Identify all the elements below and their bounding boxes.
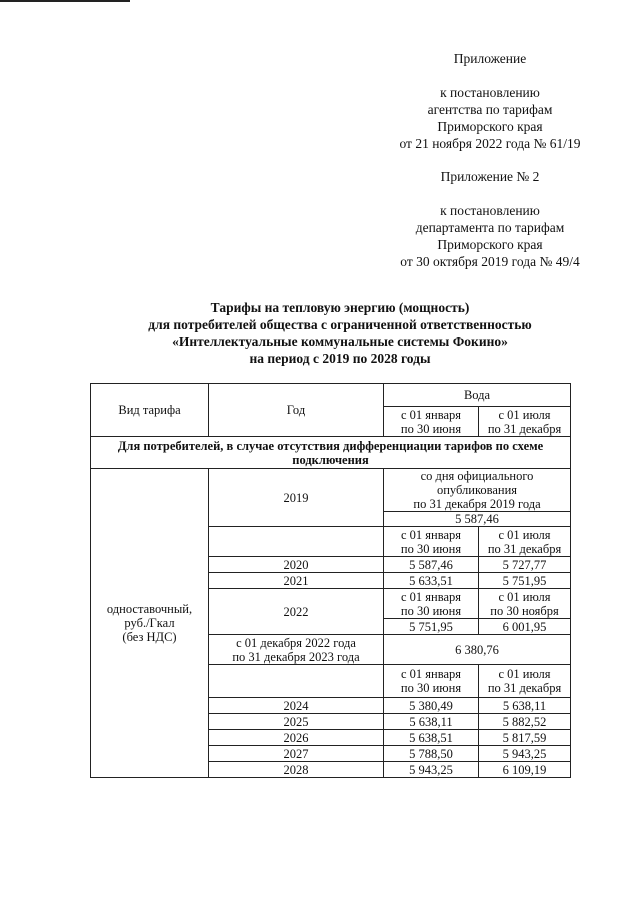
subheader-period-2: с 01 июля по 31 декабря — [479, 665, 571, 698]
period-2019: со дня официального опубликования по 31 декабря 2019 года — [384, 469, 571, 512]
subheader-period-1: с 01 января по 30 июня — [384, 527, 479, 557]
value-cell: 6 380,76 — [384, 635, 571, 665]
value-cell: 5 633,51 — [384, 573, 479, 589]
period-2022-2: с 01 июля по 30 ноября — [479, 589, 571, 619]
title-line: Тарифы на тепловую энергию (мощность) — [210, 300, 470, 315]
year-cell: 2027 — [209, 746, 384, 762]
year-cell: 2026 — [209, 730, 384, 746]
value-cell: 5 943,25 — [479, 746, 571, 762]
appendix-1-line: Приморского края — [437, 119, 543, 134]
period-2022-1: с 01 января по 30 июня — [384, 589, 479, 619]
value-cell: 5 638,51 — [384, 730, 479, 746]
value-cell: 5 751,95 — [384, 619, 479, 635]
header-water: Вода — [384, 384, 571, 407]
value-cell: 5 638,11 — [479, 698, 571, 714]
year-cell: 2025 — [209, 714, 384, 730]
empty-cell — [209, 527, 384, 557]
title-line: «Интеллектуальные коммунальные системы Фокино» — [172, 334, 508, 349]
tariff-type-cell: одноставочный, руб./Гкал (без НДС) — [91, 469, 209, 778]
appendix-2-line: департамента по тарифам — [415, 220, 565, 235]
appendix-1-line: агентства по тарифам — [427, 102, 553, 117]
value-cell: 5 380,49 — [384, 698, 479, 714]
appendix-2-line: Приморского края — [437, 237, 543, 252]
document-title — [60, 299, 620, 367]
subheader-period-1: с 01 января по 30 июня — [384, 665, 479, 698]
empty-cell — [209, 665, 384, 698]
appendix-2-line: к постановлению — [440, 203, 540, 218]
year-cell: 2019 — [209, 469, 384, 527]
value-cell: 5 587,46 — [384, 512, 571, 527]
year-cell: 2024 — [209, 698, 384, 714]
section-row: Для потребителей, в случае отсутствия дифференциации тарифов по схеме подключения — [91, 437, 571, 469]
year-cell: 2021 — [209, 573, 384, 589]
appendix-1-title: Приложение — [453, 51, 527, 66]
top-edge-line — [0, 0, 130, 2]
appendix-2-line: от 30 октября 2019 года № 49/4 — [400, 254, 580, 269]
value-cell: 5 943,25 — [384, 762, 479, 778]
year-cell: 2028 — [209, 762, 384, 778]
appendix-1-line: от 21 ноября 2022 года № 61/19 — [399, 136, 581, 151]
appendix-block-1 — [380, 50, 600, 152]
header-period-1: с 01 января по 30 июня — [384, 407, 479, 437]
header-tariff-type: Вид тарифа — [91, 384, 209, 437]
value-cell: 5 587,46 — [384, 557, 479, 573]
year-cell: 2022 — [209, 589, 384, 635]
appendix-block-2 — [370, 168, 610, 270]
tariff-table — [90, 383, 571, 778]
value-cell: 5 788,50 — [384, 746, 479, 762]
value-cell: 5 817,59 — [479, 730, 571, 746]
appendix-1-line: к постановлению — [440, 85, 540, 100]
appendix-2-title: Приложение № 2 — [440, 169, 540, 184]
year-cell: 2020 — [209, 557, 384, 573]
subheader-period-2: с 01 июля по 31 декабря — [479, 527, 571, 557]
value-cell: 6 001,95 — [479, 619, 571, 635]
title-line: на период с 2019 по 2028 годы — [249, 351, 431, 366]
value-cell: 6 109,19 — [479, 762, 571, 778]
value-cell: 5 727,77 — [479, 557, 571, 573]
value-cell: 5 751,95 — [479, 573, 571, 589]
header-period-2: с 01 июля по 31 декабря — [479, 407, 571, 437]
december-period-cell: с 01 декабря 2022 года по 31 декабря 2023 года — [209, 635, 384, 665]
value-cell: 5 882,52 — [479, 714, 571, 730]
value-cell: 5 638,11 — [384, 714, 479, 730]
header-year: Год — [209, 384, 384, 437]
title-line: для потребителей общества с ограниченной ответственностью — [148, 317, 532, 332]
